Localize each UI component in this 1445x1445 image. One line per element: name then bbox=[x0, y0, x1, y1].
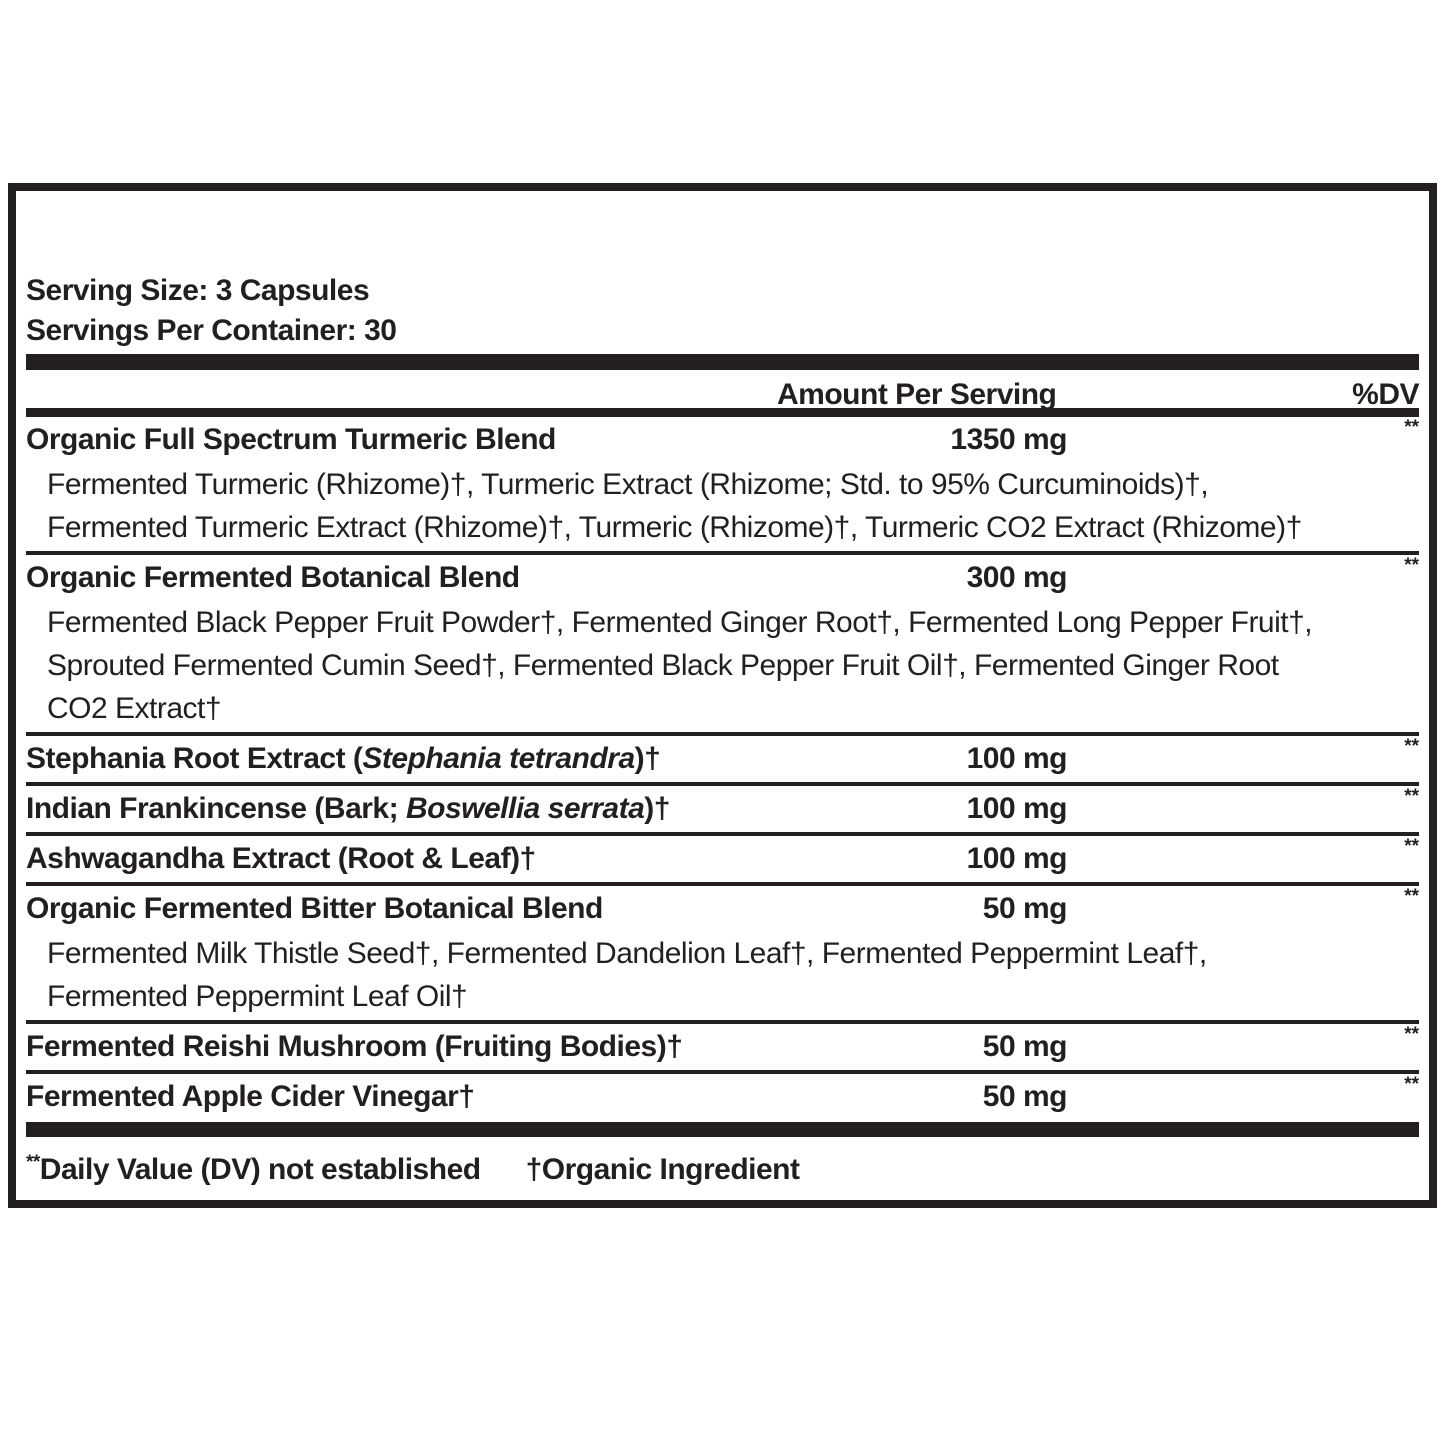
ingredient-name-part: Organic Fermented Bitter Botanical Blend bbox=[26, 892, 603, 925]
ingredient-rows bbox=[26, 417, 1419, 1120]
serving-size: Serving Size: 3 Capsules bbox=[26, 274, 370, 307]
ingredient-row bbox=[26, 1074, 1419, 1120]
ingredient-row-main bbox=[26, 555, 1419, 601]
table-header-row bbox=[26, 370, 1419, 417]
ingredient-row bbox=[26, 1024, 1419, 1074]
separator-bar-bottom bbox=[26, 1122, 1419, 1137]
ingredient-row-main bbox=[26, 736, 1419, 782]
sub-ingredients: Fermented Black Pepper Fruit Powder†, Fermented Ginger Root†, Fermented Long Pepper Fruit†, Sprouted Fermented Cumin Seed†, Fermented Black Pepper Fruit Oil†, Fermented Ginger Root CO2 Extract† bbox=[47, 606, 1313, 725]
ingredient-amount: 50 mg bbox=[982, 892, 1067, 925]
dv-footnote-marker: ** bbox=[26, 1152, 40, 1173]
organic-footnote-text: Organic Ingredient bbox=[541, 1153, 800, 1186]
percent-dv-value: ** bbox=[1404, 736, 1419, 757]
ingredient-row-main bbox=[26, 886, 1419, 932]
amount-per-serving-header: Amount Per Serving bbox=[777, 378, 1057, 411]
dv-footnote-text: Daily Value (DV) not established bbox=[39, 1153, 481, 1186]
ingredient-amount: 100 mg bbox=[966, 742, 1067, 775]
sub-ingredients: Fermented Milk Thistle Seed†, Fermented Dandelion Leaf†, Fermented Peppermint Leaf†, Fermented Peppermint Leaf Oil† bbox=[47, 937, 1207, 1013]
ingredient-name-part: Indian Frankincense (Bark; bbox=[26, 792, 406, 825]
sub-ingredients: Fermented Turmeric (Rhizome)†, Turmeric Extract (Rhizome; Std. to 95% Curcuminoids)†, Fermented Turmeric Extract (Rhizome)†, Turmeric (Rhizome)†, Turmeric CO2 Extract (Rhizome)† bbox=[47, 468, 1302, 544]
percent-dv-value: ** bbox=[1404, 886, 1419, 907]
ingredient-row bbox=[26, 555, 1419, 736]
percent-dv-value: ** bbox=[1404, 836, 1419, 857]
servings-per-container: Servings Per Container: 30 bbox=[26, 314, 397, 347]
ingredient-amount: 100 mg bbox=[966, 792, 1067, 825]
percent-dv-value: ** bbox=[1404, 786, 1419, 807]
organic-footnote-marker: † bbox=[525, 1153, 542, 1186]
ingredient-row-main bbox=[26, 786, 1419, 832]
ingredient-row bbox=[26, 736, 1419, 786]
percent-dv-value: ** bbox=[1404, 1074, 1419, 1095]
ingredient-amount: 1350 mg bbox=[950, 423, 1067, 456]
ingredient-name-part: Organic Full Spectrum Turmeric Blend bbox=[26, 423, 556, 456]
ingredient-amount: 100 mg bbox=[966, 842, 1067, 875]
ingredient-row bbox=[26, 886, 1419, 1024]
footnote-line bbox=[26, 1137, 1419, 1189]
supplement-facts-panel bbox=[8, 183, 1437, 1208]
ingredient-name-species: Boswellia serrata bbox=[405, 792, 645, 825]
percent-dv-value: ** bbox=[1404, 417, 1419, 438]
ingredient-name-part: Stephania Root Extract ( bbox=[26, 742, 363, 775]
ingredient-name-part: )† bbox=[634, 742, 661, 775]
percent-dv-value: ** bbox=[1404, 1024, 1419, 1045]
ingredient-name-part: Fermented Reishi Mushroom (Fruiting Bodies)† bbox=[26, 1030, 683, 1063]
ingredient-name-part: )† bbox=[644, 792, 670, 825]
ingredient-row bbox=[26, 786, 1419, 836]
ingredient-row-main bbox=[26, 1024, 1419, 1070]
ingredient-row-main bbox=[26, 836, 1419, 882]
percent-dv-value: ** bbox=[1404, 555, 1419, 576]
ingredient-name-species: Stephania tetrandra bbox=[362, 742, 635, 775]
ingredient-name-part: Organic Fermented Botanical Blend bbox=[26, 561, 520, 594]
ingredient-amount: 50 mg bbox=[982, 1030, 1067, 1063]
ingredient-row-main bbox=[26, 417, 1419, 463]
ingredient-row bbox=[26, 836, 1419, 886]
percent-dv-header: %DV bbox=[1352, 378, 1419, 411]
separator-bar-top bbox=[26, 354, 1419, 370]
ingredient-row-main bbox=[26, 1074, 1419, 1120]
ingredient-row bbox=[26, 417, 1419, 555]
ingredient-name-part: Ashwagandha Extract (Root & Leaf)† bbox=[26, 842, 536, 875]
ingredient-amount: 50 mg bbox=[982, 1080, 1067, 1113]
ingredient-name-part: Fermented Apple Cider Vinegar† bbox=[26, 1080, 475, 1113]
ingredient-amount: 300 mg bbox=[966, 561, 1067, 594]
